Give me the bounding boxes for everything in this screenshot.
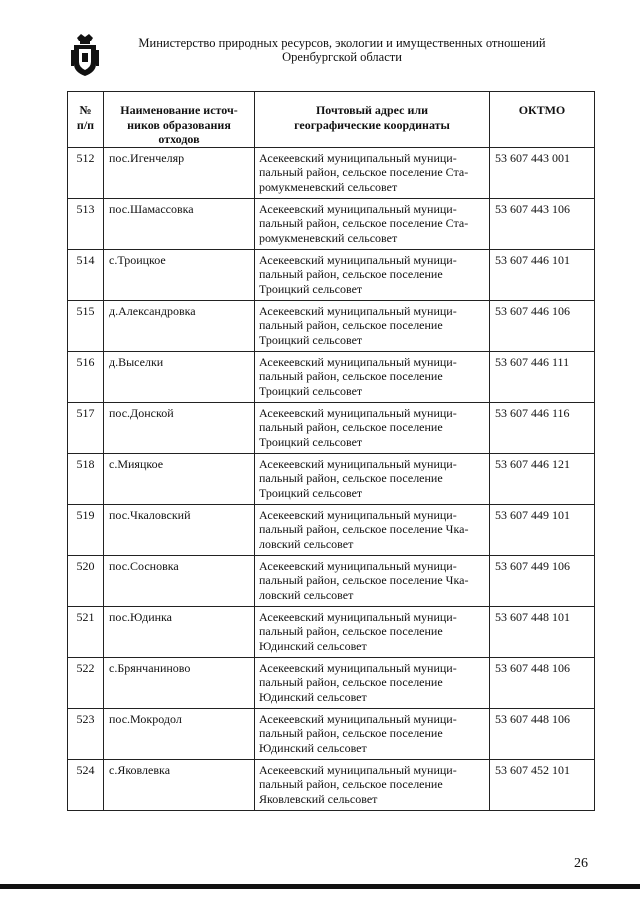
table-header-row [68,92,595,148]
table-row [68,504,595,555]
table-row [68,708,595,759]
row-oktmo: 53 607 443 001 [490,147,595,198]
row-oktmo: 53 607 443 106 [490,198,595,249]
row-name: с.Троицкое [104,249,255,300]
row-address: Асекеевский муниципальный муници- пальный район, сельское поселение Чка- ловский сельсовет [255,555,490,606]
waste-sources-table [67,91,595,811]
row-name: пос.Мокродол [104,708,255,759]
row-num: 524 [68,759,104,810]
row-name: пос.Сосновка [104,555,255,606]
row-name: пос.Чкаловский [104,504,255,555]
row-name: пос.Донской [104,402,255,453]
row-oktmo: 53 607 446 121 [490,453,595,504]
row-num: 521 [68,606,104,657]
row-address: Асекеевский муниципальный муници- пальный район, сельское поселение Ста- ромукменевский сельсовет [255,198,490,249]
row-address: Асекеевский муниципальный муници- пальный район, сельское поселение Юдинский сельсовет [255,708,490,759]
row-oktmo: 53 607 449 106 [490,555,595,606]
row-address: Асекеевский муниципальный муници- пальный район, сельское поселение Троицкий сельсовет [255,300,490,351]
table-row [68,147,595,198]
row-name: д.Выселки [104,351,255,402]
row-num: 518 [68,453,104,504]
row-num: 512 [68,147,104,198]
page-number: 26 [574,856,588,871]
row-address: Асекеевский муниципальный муници- пальный район, сельское поселение Троицкий сельсовет [255,402,490,453]
bottom-divider [0,884,640,889]
table-row [68,453,595,504]
row-name: с.Яковлевка [104,759,255,810]
row-name: пос.Юдинка [104,606,255,657]
row-address: Асекеевский муниципальный муници- пальный район, сельское поселение Троицкий сельсовет [255,351,490,402]
row-oktmo: 53 607 446 111 [490,351,595,402]
row-num: 519 [68,504,104,555]
row-num: 515 [68,300,104,351]
table-row [68,759,595,810]
header-num: № п/п [68,92,104,148]
table-row [68,198,595,249]
row-oktmo: 53 607 449 101 [490,504,595,555]
row-num: 513 [68,198,104,249]
row-oktmo: 53 607 446 106 [490,300,595,351]
table-row [68,606,595,657]
row-num: 514 [68,249,104,300]
coat-of-arms-icon [71,32,99,78]
row-address: Асекеевский муниципальный муници- пальный район, сельское поселение Троицкий сельсовет [255,453,490,504]
row-oktmo: 53 607 448 106 [490,708,595,759]
org-line-1: Министерство природных ресурсов, экологии и имущественных отношений [138,36,546,50]
header-oktmo: ОКТМО [490,92,595,148]
row-oktmo: 53 607 452 101 [490,759,595,810]
table-row [68,657,595,708]
org-line-2: Оренбургской области [282,50,402,64]
row-oktmo: 53 607 448 101 [490,606,595,657]
page-header [0,0,640,90]
header-address: Почтовый адрес или географические координаты [255,92,490,148]
row-name: д.Александровка [104,300,255,351]
row-oktmo: 53 607 448 106 [490,657,595,708]
organization-title [112,36,572,64]
table-row [68,249,595,300]
row-address: Асекеевский муниципальный муници- пальный район, сельское поселение Ста- ромукменевский сельсовет [255,147,490,198]
row-num: 516 [68,351,104,402]
row-name: пос.Игенчеляр [104,147,255,198]
row-address: Асекеевский муниципальный муници- пальный район, сельское поселение Юдинский сельсовет [255,606,490,657]
row-address: Асекеевский муниципальный муници- пальный район, сельское поселение Троицкий сельсовет [255,249,490,300]
row-num: 523 [68,708,104,759]
table-row [68,555,595,606]
row-oktmo: 53 607 446 116 [490,402,595,453]
row-name: с.Брянчаниново [104,657,255,708]
header-name: Наименование источ- ников образования отходов [104,92,255,148]
row-address: Асекеевский муниципальный муници- пальный район, сельское поселение Чка- ловский сельсовет [255,504,490,555]
table-row [68,351,595,402]
row-address: Асекеевский муниципальный муници- пальный район, сельское поселение Юдинский сельсовет [255,657,490,708]
row-oktmo: 53 607 446 101 [490,249,595,300]
row-name: пос.Шамассовка [104,198,255,249]
row-num: 520 [68,555,104,606]
row-name: с.Мияцкое [104,453,255,504]
table-row [68,300,595,351]
row-num: 517 [68,402,104,453]
row-address: Асекеевский муниципальный муници- пальный район, сельское поселение Яковлевский сельсовет [255,759,490,810]
row-num: 522 [68,657,104,708]
table-row [68,402,595,453]
